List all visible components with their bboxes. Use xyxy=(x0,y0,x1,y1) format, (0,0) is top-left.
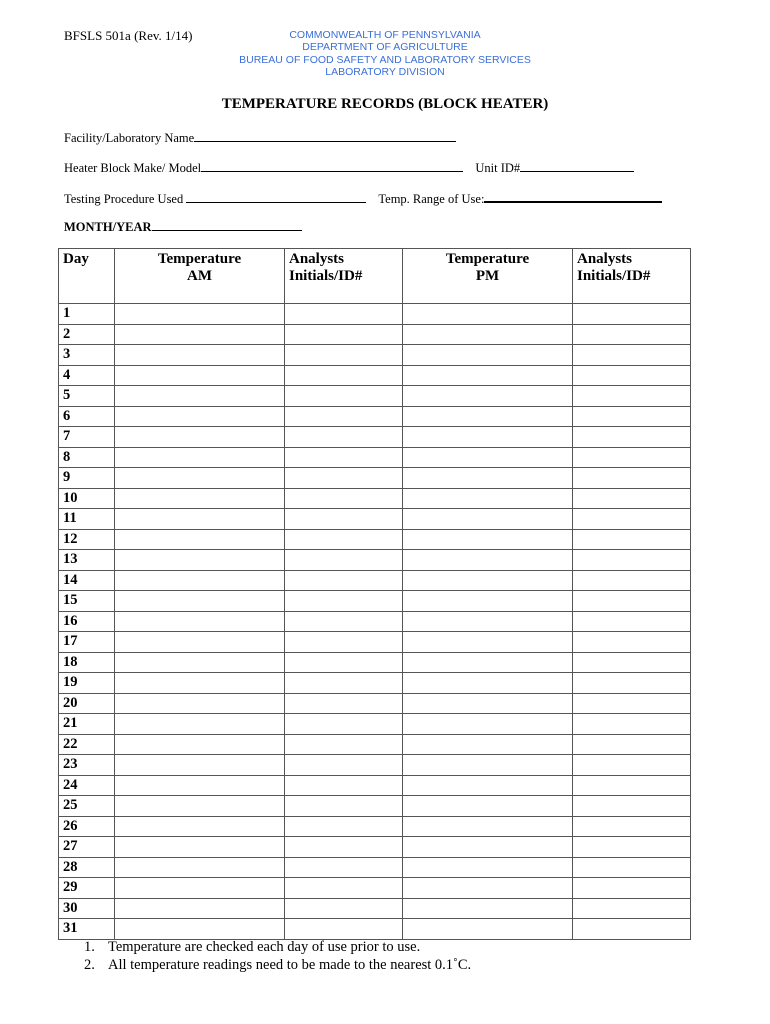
facility-name-field[interactable] xyxy=(194,130,456,142)
day-number: 20 xyxy=(59,693,115,714)
temperature-pm-cell[interactable] xyxy=(403,529,573,550)
table-row xyxy=(59,693,691,714)
temperature-am-cell[interactable] xyxy=(115,324,285,345)
temperature-am-cell[interactable] xyxy=(115,775,285,796)
temperature-pm-cell[interactable] xyxy=(403,837,573,858)
day-number: 2 xyxy=(59,324,115,345)
temperature-am-cell[interactable] xyxy=(115,509,285,530)
temperature-am-cell[interactable] xyxy=(115,857,285,878)
analyst-am-cell[interactable] xyxy=(285,468,403,489)
analyst-am-cell[interactable] xyxy=(285,488,403,509)
facility-label: Facility/Laboratory Name xyxy=(64,131,195,145)
temperature-pm-cell[interactable] xyxy=(403,406,573,427)
analyst-pm-cell[interactable] xyxy=(573,898,691,919)
temperature-am-cell[interactable] xyxy=(115,406,285,427)
table-row xyxy=(59,447,691,468)
day-number: 25 xyxy=(59,796,115,817)
temperature-am-cell[interactable] xyxy=(115,878,285,899)
table-row xyxy=(59,734,691,755)
analyst-am-cell[interactable] xyxy=(285,673,403,694)
analyst-am-cell[interactable] xyxy=(285,898,403,919)
table-row xyxy=(59,304,691,325)
table-row xyxy=(59,898,691,919)
heater-label: Heater Block Make/ Model xyxy=(64,161,202,175)
analyst-am-cell[interactable] xyxy=(285,304,403,325)
analyst-pm-cell[interactable] xyxy=(573,714,691,735)
temperature-pm-cell[interactable] xyxy=(403,324,573,345)
table-row xyxy=(59,673,691,694)
analyst-am-cell[interactable] xyxy=(285,365,403,386)
temperature-pm-cell[interactable] xyxy=(403,550,573,571)
day-number: 8 xyxy=(59,447,115,468)
analyst-pm-cell[interactable] xyxy=(573,734,691,755)
analyst-am-cell[interactable] xyxy=(285,714,403,735)
table-row xyxy=(59,755,691,776)
temperature-am-cell[interactable] xyxy=(115,591,285,612)
analyst-pm-cell[interactable] xyxy=(573,386,691,407)
analyst-am-cell[interactable] xyxy=(285,570,403,591)
analyst-pm-cell[interactable] xyxy=(573,878,691,899)
temperature-pm-cell[interactable] xyxy=(403,816,573,837)
day-number: 23 xyxy=(59,755,115,776)
notes-list xyxy=(84,938,471,974)
analyst-pm-cell[interactable] xyxy=(573,468,691,489)
analyst-am-cell[interactable] xyxy=(285,775,403,796)
temperature-am-cell[interactable] xyxy=(115,550,285,571)
note-item: 2. All temperature readings need to be made to the nearest 0.1˚C. xyxy=(84,957,472,973)
temperature-am-cell[interactable] xyxy=(115,796,285,817)
temperature-pm-cell[interactable] xyxy=(403,365,573,386)
temperature-am-cell[interactable] xyxy=(115,427,285,448)
day-number: 21 xyxy=(59,714,115,735)
analyst-pm-cell[interactable] xyxy=(573,447,691,468)
temp-range-field[interactable] xyxy=(484,190,662,203)
temperature-pm-cell[interactable] xyxy=(403,468,573,489)
analyst-am-cell[interactable] xyxy=(285,529,403,550)
day-number: 14 xyxy=(59,570,115,591)
agency-line: LABORATORY DIVISION xyxy=(325,65,445,78)
temperature-pm-cell[interactable] xyxy=(403,386,573,407)
table-row xyxy=(59,345,691,366)
day-number: 24 xyxy=(59,775,115,796)
analyst-pm-cell[interactable] xyxy=(573,816,691,837)
day-number: 3 xyxy=(59,345,115,366)
day-number: 17 xyxy=(59,632,115,653)
analyst-pm-cell[interactable] xyxy=(573,365,691,386)
temperature-pm-cell[interactable] xyxy=(403,857,573,878)
analyst-pm-cell[interactable] xyxy=(573,529,691,550)
table-row xyxy=(59,816,691,837)
day-number: 18 xyxy=(59,652,115,673)
temperature-pm-cell[interactable] xyxy=(403,509,573,530)
table-row xyxy=(59,714,691,735)
day-number: 1 xyxy=(59,304,115,325)
day-number: 16 xyxy=(59,611,115,632)
temperature-pm-cell[interactable] xyxy=(403,775,573,796)
table-row xyxy=(59,591,691,612)
table-row xyxy=(59,919,691,940)
analyst-pm-cell[interactable] xyxy=(573,324,691,345)
temperature-pm-cell[interactable] xyxy=(403,632,573,653)
temperature-pm-cell[interactable] xyxy=(403,693,573,714)
analyst-am-cell[interactable] xyxy=(285,345,403,366)
header-analyst-am: Analysts Initials/ID# xyxy=(285,249,403,304)
table-row xyxy=(59,427,691,448)
temperature-pm-cell[interactable] xyxy=(403,878,573,899)
analyst-pm-cell[interactable] xyxy=(573,857,691,878)
temp-range-label: Temp. Range of Use: xyxy=(378,192,485,206)
table-row xyxy=(59,529,691,550)
procedure-field[interactable] xyxy=(186,191,366,203)
analyst-pm-cell[interactable] xyxy=(573,652,691,673)
month-year-label: MONTH/YEAR xyxy=(64,220,152,234)
temperature-am-cell[interactable] xyxy=(115,304,285,325)
table-row xyxy=(59,509,691,530)
table-row xyxy=(59,570,691,591)
temperature-am-cell[interactable] xyxy=(115,734,285,755)
unit-id-label: Unit ID# xyxy=(475,161,521,175)
table-row xyxy=(59,632,691,653)
table-row xyxy=(59,837,691,858)
analyst-am-cell[interactable] xyxy=(285,755,403,776)
temperature-pm-cell[interactable] xyxy=(403,591,573,612)
table-row xyxy=(59,878,691,899)
analyst-am-cell[interactable] xyxy=(285,632,403,653)
analyst-am-cell[interactable] xyxy=(285,324,403,345)
analyst-pm-cell[interactable] xyxy=(573,673,691,694)
table-row xyxy=(59,550,691,571)
table-row xyxy=(59,488,691,509)
temperature-am-cell[interactable] xyxy=(115,693,285,714)
analyst-pm-cell[interactable] xyxy=(573,796,691,817)
table-header-row xyxy=(59,249,691,304)
table-row xyxy=(59,386,691,407)
temperature-am-cell[interactable] xyxy=(115,673,285,694)
procedure-field-row xyxy=(64,190,662,207)
analyst-pm-cell[interactable] xyxy=(573,755,691,776)
unit-id-field[interactable] xyxy=(520,160,634,172)
temperature-pm-cell[interactable] xyxy=(403,734,573,755)
day-number: 28 xyxy=(59,857,115,878)
analyst-pm-cell[interactable] xyxy=(573,591,691,612)
temperature-pm-cell[interactable] xyxy=(403,304,573,325)
temperature-pm-cell[interactable] xyxy=(403,919,573,940)
month-year-field[interactable] xyxy=(152,219,302,231)
day-number: 22 xyxy=(59,734,115,755)
temperature-pm-cell[interactable] xyxy=(403,714,573,735)
temperature-am-cell[interactable] xyxy=(115,447,285,468)
temperature-am-cell[interactable] xyxy=(115,529,285,550)
analyst-pm-cell[interactable] xyxy=(573,775,691,796)
temperature-am-cell[interactable] xyxy=(115,611,285,632)
heater-model-field[interactable] xyxy=(201,160,463,172)
table-row xyxy=(59,468,691,489)
analyst-pm-cell[interactable] xyxy=(573,919,691,940)
temperature-pm-cell[interactable] xyxy=(403,652,573,673)
temperature-am-cell[interactable] xyxy=(115,345,285,366)
analyst-am-cell[interactable] xyxy=(285,919,403,940)
analyst-pm-cell[interactable] xyxy=(573,550,691,571)
day-number: 19 xyxy=(59,673,115,694)
analyst-pm-cell[interactable] xyxy=(573,570,691,591)
temperature-pm-cell[interactable] xyxy=(403,570,573,591)
analyst-am-cell[interactable] xyxy=(285,447,403,468)
analyst-pm-cell[interactable] xyxy=(573,304,691,325)
temperature-pm-cell[interactable] xyxy=(403,447,573,468)
analyst-am-cell[interactable] xyxy=(285,591,403,612)
analyst-am-cell[interactable] xyxy=(285,652,403,673)
analyst-pm-cell[interactable] xyxy=(573,509,691,530)
day-number: 5 xyxy=(59,386,115,407)
analyst-am-cell[interactable] xyxy=(285,837,403,858)
day-number: 10 xyxy=(59,488,115,509)
form-code: BFSLS 501a (Rev. 1/14) xyxy=(64,28,193,43)
procedure-label: Testing Procedure Used xyxy=(64,192,184,206)
analyst-pm-cell[interactable] xyxy=(573,427,691,448)
analyst-am-cell[interactable] xyxy=(285,509,403,530)
analyst-pm-cell[interactable] xyxy=(573,693,691,714)
table-row xyxy=(59,324,691,345)
agency-line: BUREAU OF FOOD SAFETY AND LABORATORY SERVICES xyxy=(239,53,531,66)
temperature-pm-cell[interactable] xyxy=(403,898,573,919)
day-number: 13 xyxy=(59,550,115,571)
analyst-pm-cell[interactable] xyxy=(573,345,691,366)
temperature-am-cell[interactable] xyxy=(115,919,285,940)
analyst-pm-cell[interactable] xyxy=(573,611,691,632)
day-number: 29 xyxy=(59,878,115,899)
temperature-am-cell[interactable] xyxy=(115,652,285,673)
analyst-am-cell[interactable] xyxy=(285,693,403,714)
temperature-am-cell[interactable] xyxy=(115,898,285,919)
analyst-pm-cell[interactable] xyxy=(573,837,691,858)
agency-line: DEPARTMENT OF AGRICULTURE xyxy=(302,41,468,54)
heater-field-row xyxy=(64,160,634,176)
analyst-am-cell[interactable] xyxy=(285,611,403,632)
day-number: 30 xyxy=(59,898,115,919)
analyst-am-cell[interactable] xyxy=(285,406,403,427)
page-title: TEMPERATURE RECORDS (BLOCK HEATER) xyxy=(221,96,549,112)
temperature-log-table xyxy=(58,248,691,940)
analyst-am-cell[interactable] xyxy=(285,816,403,837)
temperature-pm-cell[interactable] xyxy=(403,345,573,366)
temperature-am-cell[interactable] xyxy=(115,386,285,407)
analyst-am-cell[interactable] xyxy=(285,427,403,448)
analyst-am-cell[interactable] xyxy=(285,878,403,899)
temperature-am-cell[interactable] xyxy=(115,816,285,837)
analyst-pm-cell[interactable] xyxy=(573,406,691,427)
table-row xyxy=(59,796,691,817)
temperature-am-cell[interactable] xyxy=(115,468,285,489)
day-number: 27 xyxy=(59,837,115,858)
day-number: 11 xyxy=(59,509,115,530)
temperature-pm-cell[interactable] xyxy=(403,796,573,817)
day-number: 15 xyxy=(59,591,115,612)
header-day: Day xyxy=(59,249,115,304)
temperature-pm-cell[interactable] xyxy=(403,673,573,694)
temperature-pm-cell[interactable] xyxy=(403,755,573,776)
table-row xyxy=(59,775,691,796)
agency-header xyxy=(232,29,538,78)
temperature-pm-cell[interactable] xyxy=(403,488,573,509)
month-year-row xyxy=(64,219,302,235)
analyst-pm-cell[interactable] xyxy=(573,488,691,509)
analyst-am-cell[interactable] xyxy=(285,386,403,407)
day-number: 4 xyxy=(59,365,115,386)
agency-line: COMMONWEALTH OF PENNSYLVANIA xyxy=(289,29,481,41)
table-row xyxy=(59,857,691,878)
temperature-pm-cell[interactable] xyxy=(403,427,573,448)
day-number: 9 xyxy=(59,468,115,489)
day-number: 26 xyxy=(59,816,115,837)
day-number: 31 xyxy=(59,919,115,940)
analyst-am-cell[interactable] xyxy=(285,796,403,817)
analyst-am-cell[interactable] xyxy=(285,857,403,878)
temperature-am-cell[interactable] xyxy=(115,755,285,776)
analyst-pm-cell[interactable] xyxy=(573,632,691,653)
temperature-am-cell[interactable] xyxy=(115,570,285,591)
day-number: 6 xyxy=(59,406,115,427)
temperature-am-cell[interactable] xyxy=(115,837,285,858)
table-row xyxy=(59,611,691,632)
temperature-am-cell[interactable] xyxy=(115,632,285,653)
table-row xyxy=(59,652,691,673)
temperature-am-cell[interactable] xyxy=(115,488,285,509)
header-temperature-pm: Temperature PM xyxy=(403,249,573,304)
note-item: 1. Temperature are checked each day of use prior to use. xyxy=(84,939,421,955)
temperature-am-cell[interactable] xyxy=(115,714,285,735)
analyst-am-cell[interactable] xyxy=(285,550,403,571)
header-temperature-am: Temperature AM xyxy=(115,249,285,304)
temperature-pm-cell[interactable] xyxy=(403,611,573,632)
facility-field-row xyxy=(64,130,456,146)
table-row xyxy=(59,365,691,386)
temperature-am-cell[interactable] xyxy=(115,365,285,386)
day-number: 12 xyxy=(59,529,115,550)
analyst-am-cell[interactable] xyxy=(285,734,403,755)
day-number: 7 xyxy=(59,427,115,448)
header-analyst-pm: Analysts Initials/ID# xyxy=(573,249,691,304)
table-row xyxy=(59,406,691,427)
